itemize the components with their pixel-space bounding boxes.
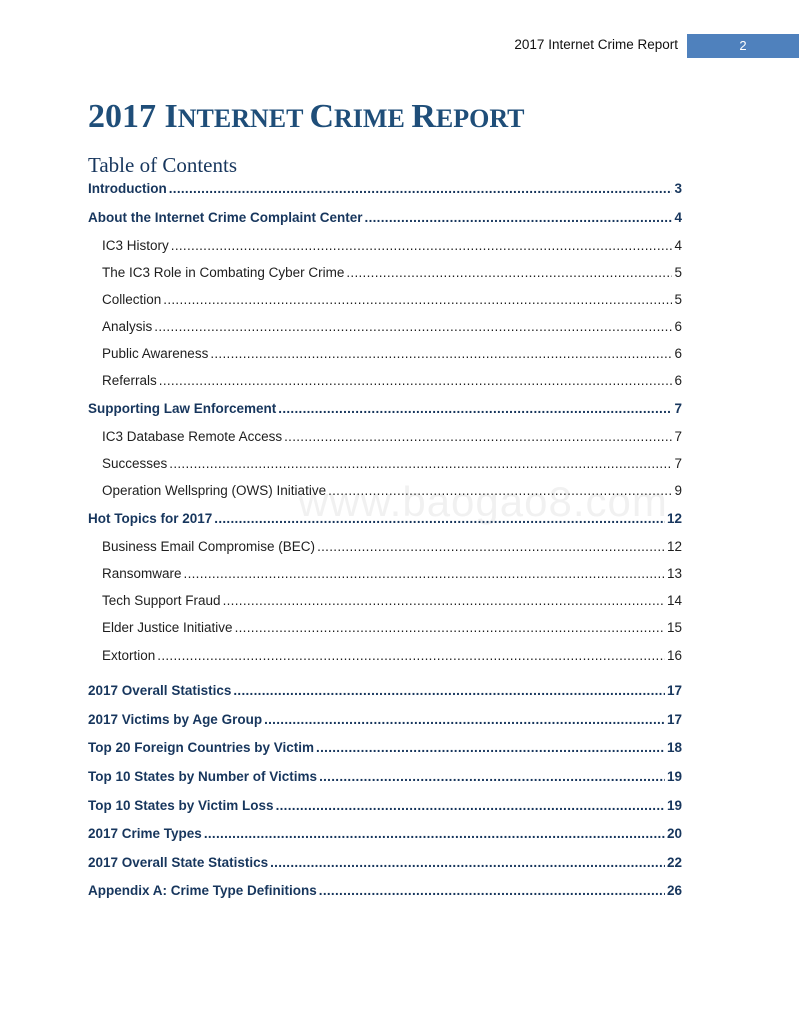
toc-entry-top-10-states-loss[interactable]	[88, 797, 682, 815]
toc-entry-ic3-history[interactable]	[102, 237, 682, 255]
toc-dot-leader	[284, 428, 672, 446]
toc-dot-leader	[319, 882, 665, 900]
report-title-smallcaps-1: NTERNET	[177, 104, 310, 133]
toc-entry-public-awareness[interactable]	[102, 345, 682, 363]
toc-entry-supporting-law-enforcement[interactable]	[88, 400, 682, 418]
toc-entry-label: Referrals	[102, 373, 157, 388]
toc-dot-leader	[264, 711, 665, 729]
toc-entry-label: Extortion	[102, 648, 156, 663]
toc-entry-page: 12	[666, 539, 682, 554]
toc-dot-leader	[163, 291, 672, 309]
toc-entry-analysis[interactable]	[102, 318, 682, 336]
toc-entry-label: The IC3 Role in Combating Cyber Crime	[102, 265, 345, 280]
toc-entry-label: 2017 Overall State Statistics	[88, 855, 269, 870]
toc-dot-leader	[154, 318, 672, 336]
toc-entry-overall-statistics[interactable]	[88, 682, 682, 700]
toc-dot-leader	[346, 264, 672, 282]
toc-dot-leader	[184, 565, 665, 583]
toc-entry-label: Tech Support Fraud	[102, 593, 221, 608]
toc-entry-label: 2017 Crime Types	[88, 826, 202, 841]
toc-entry-about-ic3[interactable]	[88, 209, 682, 227]
toc-entry-overall-state-statistics[interactable]	[88, 854, 682, 872]
toc-entry-label: Hot Topics for 2017	[88, 511, 213, 526]
toc-entry-label: 2017 Victims by Age Group	[88, 712, 263, 727]
toc-entry-page: 20	[666, 826, 682, 841]
toc-entry-label: Collection	[102, 292, 162, 307]
toc-entry-successes[interactable]	[102, 455, 682, 473]
toc-entry-introduction[interactable]	[88, 180, 682, 198]
toc-dot-leader	[365, 209, 673, 227]
toc-entry-label: IC3 History	[102, 238, 169, 253]
toc-entry-operation-wellspring[interactable]	[102, 482, 682, 500]
report-title-cap-2: C	[309, 98, 335, 135]
toc-entry-label: Top 20 Foreign Countries by Victim	[88, 740, 315, 755]
toc-dot-leader	[319, 768, 665, 786]
toc-dot-leader	[204, 825, 665, 843]
watermark: www.baogao8.com	[298, 478, 668, 525]
toc-entry-page: 5	[674, 292, 682, 307]
toc-entry-elder-justice[interactable]	[102, 619, 682, 637]
toc-entry-page: 14	[666, 593, 682, 608]
toc-entry-label: 2017 Overall Statistics	[88, 683, 232, 698]
toc-entry-label: Successes	[102, 456, 168, 471]
toc-entry-label: Analysis	[102, 319, 153, 334]
toc-dot-leader	[171, 237, 673, 255]
toc-entry-label: Operation Wellspring (OWS) Initiative	[102, 483, 327, 498]
toc-dot-leader	[214, 510, 665, 528]
toc-entry-page: 5	[674, 265, 682, 280]
report-title-cap-3: R	[411, 98, 436, 135]
toc-entry-bec[interactable]	[102, 538, 682, 556]
toc-entry-extortion[interactable]	[102, 647, 682, 665]
toc-entry-hot-topics[interactable]	[88, 510, 682, 528]
toc-entry-page: 18	[666, 740, 682, 755]
toc-dot-leader	[270, 854, 665, 872]
toc-entry-page: 6	[674, 319, 682, 334]
report-title	[88, 98, 525, 135]
toc-entry-page: 9	[674, 483, 682, 498]
toc-entry-page: 4	[674, 238, 682, 253]
toc-dot-leader	[328, 482, 672, 500]
toc-dot-leader	[169, 180, 673, 198]
toc-dot-leader	[235, 619, 665, 637]
toc-dot-leader	[316, 739, 665, 757]
toc-entry-page: 12	[666, 511, 682, 526]
toc-dot-leader	[317, 538, 665, 556]
page-number-badge: 2	[687, 34, 799, 58]
toc-entry-appendix-a[interactable]	[88, 882, 682, 900]
toc-entry-page: 15	[666, 620, 682, 635]
toc-entry-label: Appendix A: Crime Type Definitions	[88, 883, 317, 898]
toc-entry-page: 22	[666, 855, 682, 870]
toc-entry-page: 7	[674, 429, 682, 444]
toc-dot-leader	[278, 400, 672, 418]
toc-entry-referrals[interactable]	[102, 372, 682, 390]
toc-dot-leader	[233, 682, 665, 700]
toc-entry-page: 19	[666, 798, 682, 813]
toc-entry-label: Ransomware	[102, 566, 182, 581]
toc-entry-ransomware[interactable]	[102, 565, 682, 583]
toc-entry-page: 6	[674, 373, 682, 388]
toc-dot-leader	[169, 455, 672, 473]
toc-entry-tech-support-fraud[interactable]	[102, 592, 682, 610]
toc-entry-label: Introduction	[88, 181, 167, 196]
toc-dot-leader	[210, 345, 672, 363]
toc-entry-label: Supporting Law Enforcement	[88, 401, 277, 416]
toc-dot-leader	[159, 372, 673, 390]
toc-entry-page: 7	[674, 456, 682, 471]
toc-entry-ic3-role[interactable]	[102, 264, 682, 282]
toc-dot-leader	[157, 647, 665, 665]
toc-entry-page: 7	[674, 401, 682, 416]
running-header-title: 2017 Internet Crime Report	[514, 37, 678, 52]
toc-entry-label: Top 10 States by Victim Loss	[88, 798, 274, 813]
toc-entry-page: 3	[674, 181, 682, 196]
toc-entry-label: IC3 Database Remote Access	[102, 429, 283, 444]
toc-entry-page: 17	[666, 683, 682, 698]
toc-entry-page: 16	[666, 648, 682, 663]
toc-dot-leader	[276, 797, 665, 815]
toc-entry-top-10-states-victims[interactable]	[88, 768, 682, 786]
toc-entry-page: 6	[674, 346, 682, 361]
toc-entry-label: About the Internet Crime Complaint Center	[88, 210, 363, 225]
toc-entry-label: Public Awareness	[102, 346, 209, 361]
toc-entry-page: 19	[666, 769, 682, 784]
toc-entry-page: 26	[666, 883, 682, 898]
toc-entry-page: 13	[666, 566, 682, 581]
toc-entry-page: 4	[674, 210, 682, 225]
toc-entry-label: Business Email Compromise (BEC)	[102, 539, 316, 554]
toc-dot-leader	[223, 592, 665, 610]
toc-entry-collection[interactable]	[102, 291, 682, 309]
toc-entry-ic3-database-remote-access[interactable]	[102, 428, 682, 446]
toc-entry-crime-types[interactable]	[88, 825, 682, 843]
report-title-smallcaps-3: EPORT	[435, 104, 525, 133]
toc-heading: Table of Contents	[88, 153, 237, 177]
toc-entry-label: Top 10 States by Number of Victims	[88, 769, 318, 784]
toc-entry-top-20-foreign-countries[interactable]	[88, 739, 682, 757]
toc-entry-label: Elder Justice Initiative	[102, 620, 233, 635]
report-title-smallcaps-2: RIME	[334, 104, 412, 133]
report-title-lead: 2017 I	[88, 98, 178, 135]
toc-entry-victims-by-age[interactable]	[88, 711, 682, 729]
toc-entry-page: 17	[666, 712, 682, 727]
